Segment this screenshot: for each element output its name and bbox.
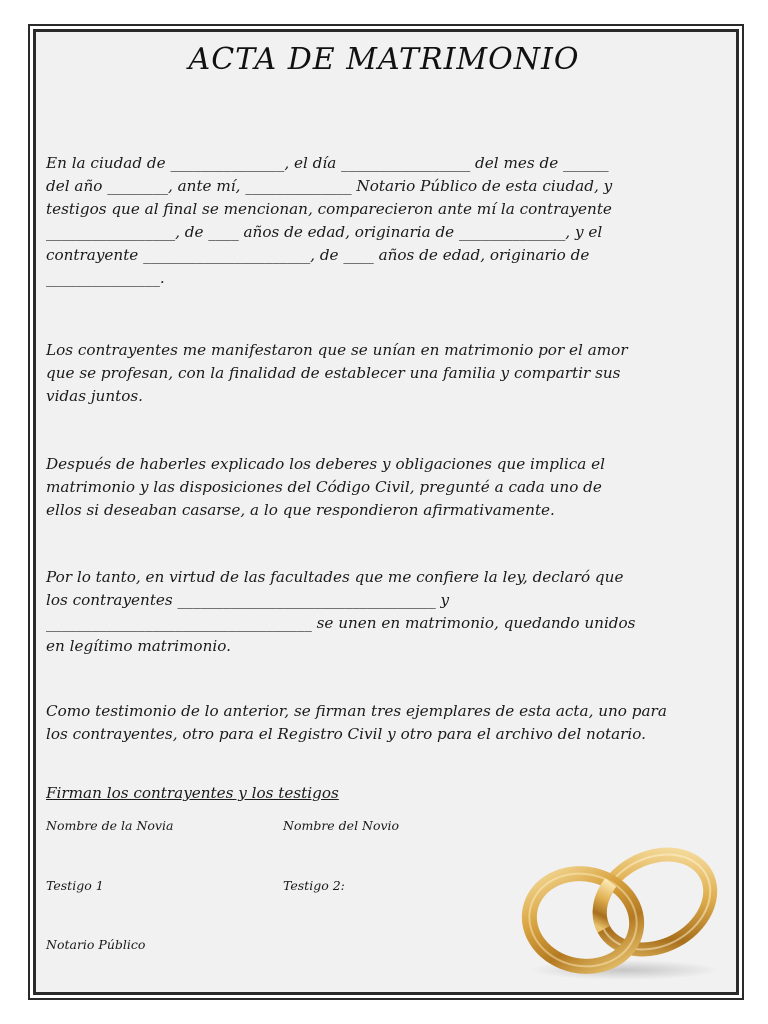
paragraph-declaration: Los contrayentes me manifestaron que se unían en matrimonio por el amor que se profesan, con la finalidad de establecer una familia y compartir sus vidas juntos. (46, 341, 628, 405)
witness2-signature-label: Testigo 2: (283, 878, 345, 893)
front-ring (521, 864, 646, 976)
groom-signature-label: Nombre del Novio (283, 818, 400, 833)
document-title: ACTA DE MATRIMONIO (188, 42, 580, 77)
notary-signature-label: Notario Público (46, 937, 146, 952)
signatures-heading: Firman los contrayentes y los testigos (46, 784, 339, 802)
wedding-rings-icon (515, 832, 725, 982)
paragraph-pronouncement: Por lo tanto, en virtud de las facultades que me confiere la ley, declaró que los contrayentes __________________________________ y ___________________________________ se unen en matrimonio, quedando unidos en legítimo matrimonio. (46, 568, 636, 655)
bride-signature-label: Nombre de la Novia (46, 818, 174, 833)
paragraph-consent: Después de haberles explicado los deberes y obligaciones que implica el matrimonio y las disposiciones del Código Civil, pregunté a cada uno de ellos si deseaban casarse, a lo que respondieron afirmativamente. (46, 455, 605, 519)
paragraph-details: En la ciudad de _______________, el día _________________ del mes de ______ del año ________, ante mí, ______________ Notario Público de esta ciudad, y testigos que al final se mencionan, comparecieron ante mí la contrayente _________________, de ____ años de edad, originaria de ______________, y el contrayente ______________________, de ____ años de edad, originario de _______________. (46, 154, 613, 287)
witness1-signature-label: Testigo 1 (46, 878, 104, 893)
paragraph-testimony: Como testimonio de lo anterior, se firman tres ejemplares de esta acta, uno para los contrayentes, otro para el Registro Civil y otro para el archivo del notario. (46, 702, 667, 743)
